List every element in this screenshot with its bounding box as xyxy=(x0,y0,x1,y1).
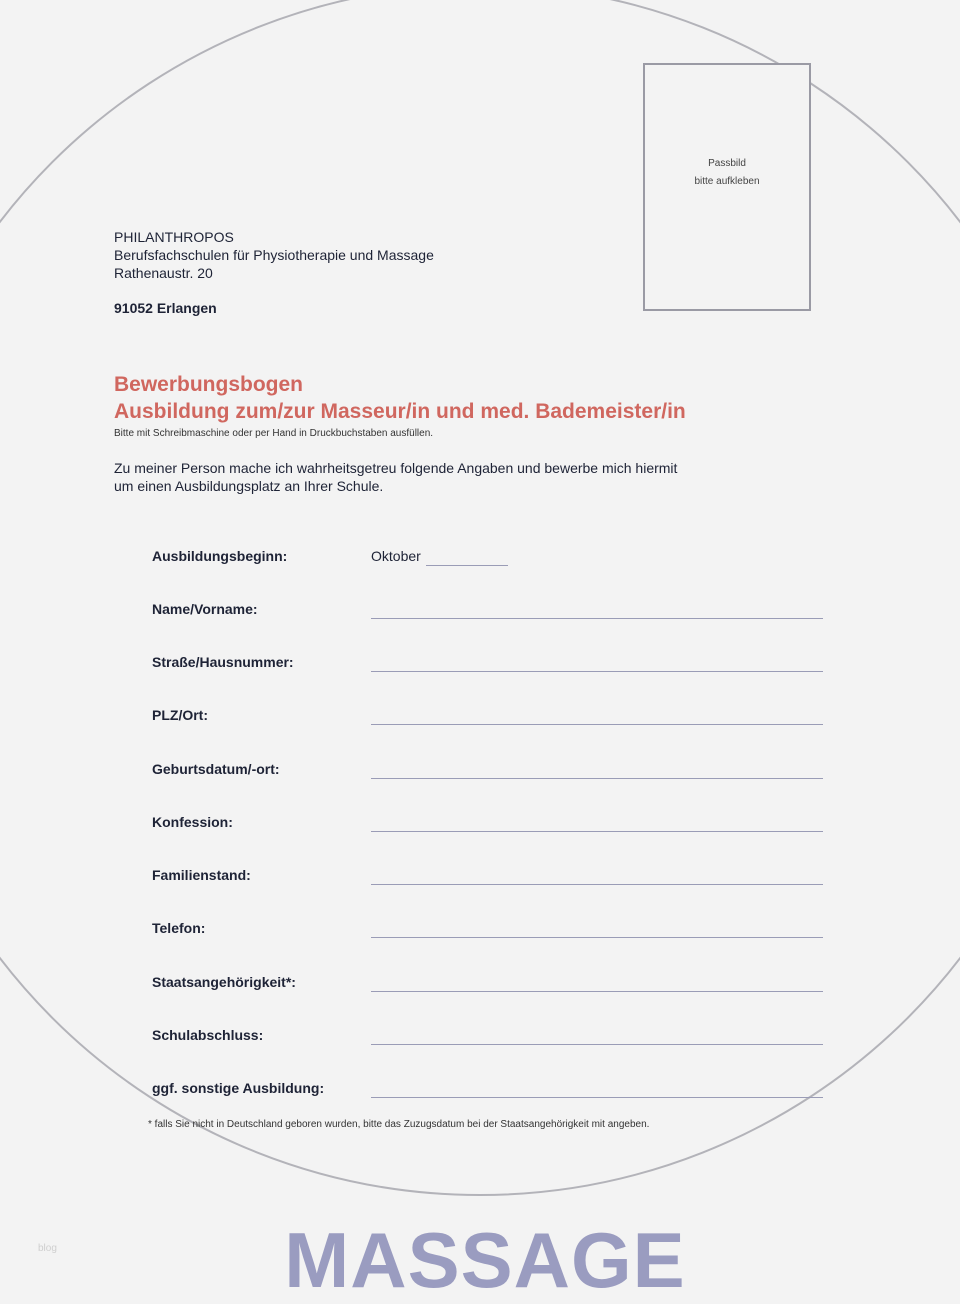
field-marital-line[interactable] xyxy=(371,884,823,885)
field-phone-label: Telefon: xyxy=(152,920,206,936)
field-start-value: Oktober xyxy=(371,548,421,564)
school-name: PHILANTHROPOS xyxy=(114,229,234,245)
passport-photo-box xyxy=(643,63,811,311)
field-school-line[interactable] xyxy=(371,1044,823,1045)
school-city: 91052 Erlangen xyxy=(114,300,217,316)
field-confession-line[interactable] xyxy=(371,831,823,832)
field-street-line[interactable] xyxy=(371,671,823,672)
field-birth xyxy=(152,761,824,785)
school-subtitle: Berufsfachschulen für Physiotherapie und Massage xyxy=(114,247,434,263)
field-name xyxy=(152,601,824,625)
field-start-line[interactable] xyxy=(426,565,508,566)
field-plz xyxy=(152,707,824,731)
form-title-line2: Ausbildung zum/zur Masseur/in und med. Bademeister/in xyxy=(114,400,686,423)
photo-label: Passbild xyxy=(708,158,746,169)
field-plz-line[interactable] xyxy=(371,724,823,725)
field-phone xyxy=(152,920,824,944)
field-other xyxy=(152,1080,824,1104)
field-other-line[interactable] xyxy=(371,1097,823,1098)
field-start-label: Ausbildungsbeginn: xyxy=(152,548,288,564)
form-title xyxy=(114,371,686,425)
fill-hint: Bitte mit Schreibmaschine oder per Hand in Druckbuchstaben ausfüllen. xyxy=(114,428,434,439)
intro-text xyxy=(114,459,714,495)
form-title-line1: Bewerbungsbogen xyxy=(114,373,304,396)
field-marital-label: Familienstand: xyxy=(152,867,251,883)
field-birth-line[interactable] xyxy=(371,778,823,779)
intro-line2: um einen Ausbildungsplatz an Ihrer Schule. xyxy=(114,478,384,494)
photo-instruction: bitte aufkleben xyxy=(694,176,760,187)
field-birth-label: Geburtsdatum/-ort: xyxy=(152,761,280,777)
field-name-label: Name/Vorname: xyxy=(152,601,258,617)
field-confession xyxy=(152,814,824,838)
field-nationality-label: Staatsangehörigkeit*: xyxy=(152,974,296,990)
field-plz-label: PLZ/Ort: xyxy=(152,707,208,723)
field-marital xyxy=(152,867,824,891)
massage-banner: MASSAGE xyxy=(284,1216,686,1304)
field-nationality-line[interactable] xyxy=(371,991,823,992)
footnote: * falls Sie nicht in Deutschland geboren wurden, bitte das Zuzugsdatum bei der Staatsangehörigkeit mit angeben. xyxy=(148,1119,650,1130)
field-phone-line[interactable] xyxy=(371,937,823,938)
field-start xyxy=(152,548,824,572)
school-street: Rathenaustr. 20 xyxy=(114,265,213,281)
school-address xyxy=(114,228,434,317)
field-nationality xyxy=(152,974,824,998)
field-street-label: Straße/Hausnummer: xyxy=(152,654,294,670)
field-street xyxy=(152,654,824,678)
field-school xyxy=(152,1027,824,1051)
field-name-line[interactable] xyxy=(371,618,823,619)
field-school-label: Schulabschluss: xyxy=(152,1027,264,1043)
watermark-text: blog xyxy=(38,1243,57,1254)
field-other-label: ggf. sonstige Ausbildung: xyxy=(152,1080,325,1096)
intro-line1: Zu meiner Person mache ich wahrheitsgetreu folgende Angaben und bewerbe mich hiermit xyxy=(114,460,678,476)
field-confession-label: Konfession: xyxy=(152,814,233,830)
